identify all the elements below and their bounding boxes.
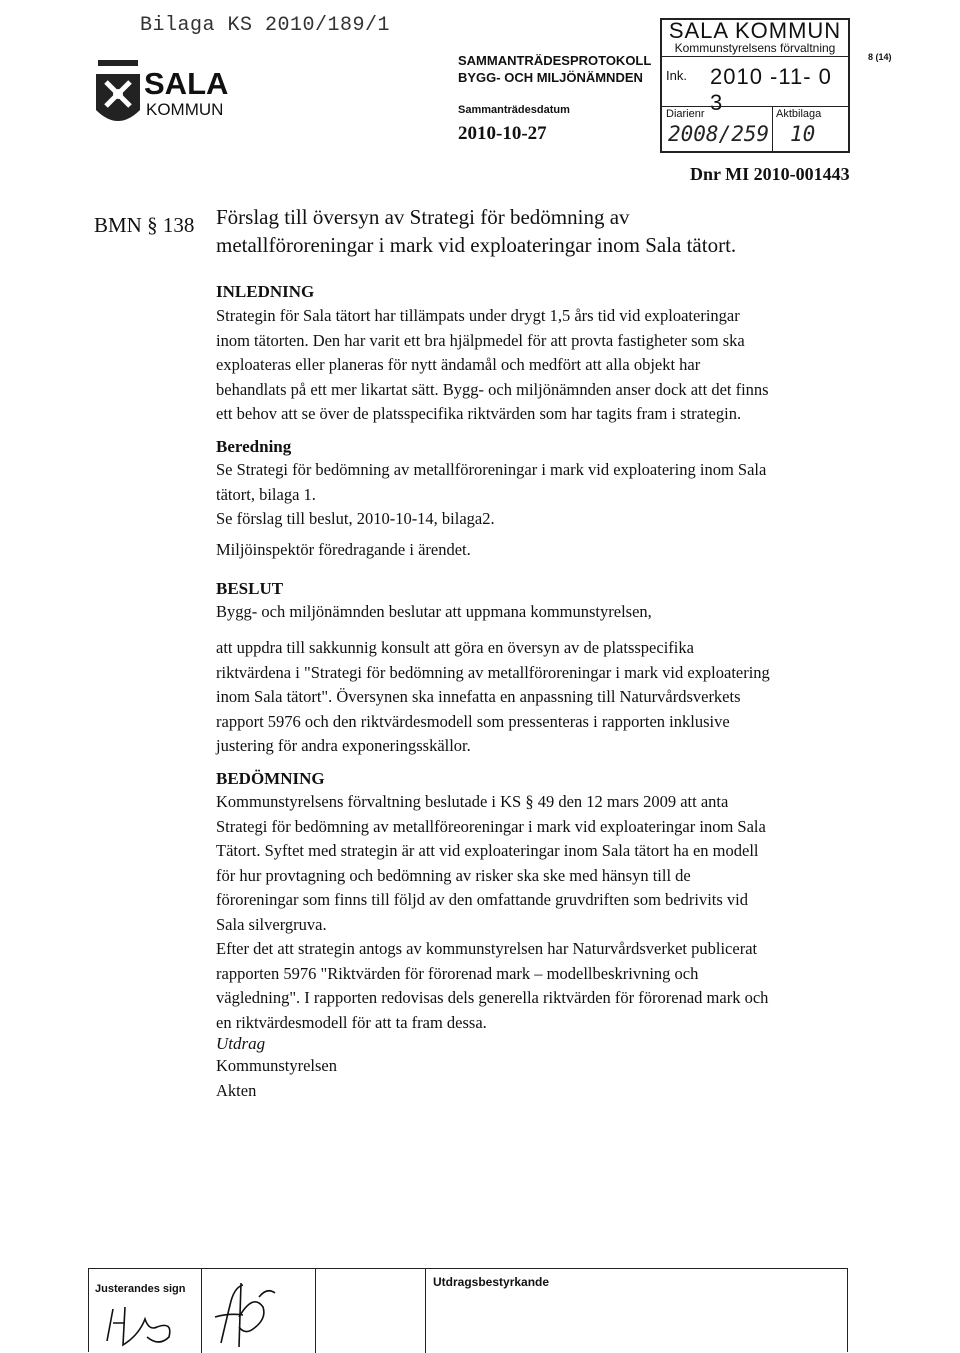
logo-wordmark: SALA: [144, 66, 229, 101]
preparation-heading: Beredning: [216, 437, 292, 456]
paragraph-line: justering för andra exponeringsskällor.: [216, 736, 471, 755]
paragraph-line: tätort, bilaga 1.: [216, 484, 316, 504]
decision-paragraph: [216, 636, 770, 759]
page-number: 8 (14): [868, 52, 892, 62]
paragraph-line: föroreningar som finns till följd av den omfattande gruvdriften som bedrivits vid: [216, 890, 749, 909]
footer-divider: [315, 1269, 316, 1353]
presenter-note: Miljöinspektör föredragande i ärendet.: [216, 540, 471, 559]
section-title-line: Förslag till översyn av Strategi för bedömning av: [216, 205, 630, 229]
meeting-date-label: Sammanträdesdatum: [458, 104, 570, 116]
section-number: BMN § 138: [94, 213, 195, 237]
footer-divider: [201, 1269, 202, 1353]
case-number: Dnr MI 2010-001443: [690, 164, 850, 184]
paragraph-line: exploateras eller planeras för nytt ändamål och medfört att alla objekt har: [216, 355, 701, 374]
paragraph-line: Tätort. Syftet med strategin är att vid exploateringar inom Sala tätort ha en modell: [216, 841, 759, 860]
distribution-recipient: Akten: [216, 1080, 257, 1100]
introduction-paragraph: [216, 304, 769, 427]
stamp-aktbilaga-value: 10: [790, 122, 816, 146]
paragraph-line: vägledning". I rapporten redovisas dels generella riktvärden för förorenad mark och: [216, 988, 769, 1007]
paragraph-line: att uppdra till sakkunnig konsult att göra en översyn av de platsspecifika: [216, 638, 694, 657]
decision-intro: Bygg- och miljönämnden beslutar att uppmana kommunstyrelsen,: [216, 602, 652, 621]
paragraph-line: inom Sala tätort". Översynen ska innefatta en anpassning till Naturvårdsverkets: [216, 687, 741, 706]
stamp-received-label: Ink.: [666, 68, 687, 83]
paragraph-line: riktvärdena i "Strategi för bedömning av metallföroreningar i mark vid exploatering: [216, 662, 770, 682]
municipality-coat-of-arms-icon: [94, 54, 142, 132]
paragraph-line: Strategi för bedömning av metallföreoreningar i mark vid exploateringar inom Sala: [216, 816, 766, 836]
stamp-diarienr-label: Diarienr: [666, 108, 705, 120]
distribution-recipient: Kommunstyrelsen: [216, 1056, 337, 1075]
paragraph-line: Kommunstyrelsens förvaltning beslutade i KS § 49 den 12 mars 2009 att anta: [216, 792, 729, 811]
paragraph-line: rapporten 5976 "Riktvärden för förorenad mark – modellbeskrivning och: [216, 963, 699, 983]
introduction-heading: INLEDNING: [216, 282, 315, 301]
meeting-date: 2010-10-27: [458, 123, 547, 144]
utdragsbestyrkande-label: Utdragsbestyrkande: [433, 1275, 550, 1289]
paragraph-line: behandlats på ett mer likartat sätt. Bygg- och miljönämnden anser dock att det finns: [216, 379, 769, 399]
assessment-paragraph: [216, 790, 768, 1035]
paragraph-line: ett behov att se över de platsspecifika riktvärden som har tagits fram i strategin.: [216, 404, 742, 423]
stamp-aktbilaga-label: Aktbilaga: [776, 108, 822, 120]
paragraph-line: Se förslag till beslut, 2010-10-14, bilaga2.: [216, 509, 495, 528]
paragraph-line: Se Strategi för bedömning av metallföroreningar i mark vid exploatering inom Sala: [216, 460, 767, 479]
signature-footer: [88, 1268, 848, 1352]
signature-mark: [99, 1301, 189, 1351]
stamp-received-date: 2010 -11- 0 3: [710, 64, 832, 115]
stamp-divider: [772, 106, 773, 151]
logo-subtitle: KOMMUN: [146, 100, 224, 119]
protocol-title: SAMMANTRÄDESPROTOKOLL: [458, 53, 652, 68]
distribution-list: [216, 1054, 337, 1103]
stamp-department: Kommunstyrelsens förvaltning: [662, 42, 848, 57]
paragraph-line: för hur provtagning och bedömning av risker ska ske med hänsyn till de: [216, 865, 691, 885]
paragraph-line: en riktvärdesmodell för att ta fram dessa.: [216, 1012, 487, 1032]
paragraph-line: Efter det att strategin antogs av kommunstyrelsen har Naturvårdsverket publicerat: [216, 939, 758, 958]
paragraph-line: Strategin för Sala tätort har tillämpats under drygt 1,5 års tid vid exploateringar: [216, 306, 740, 325]
board-name: BYGG- OCH MILJÖNÄMNDEN: [458, 70, 643, 85]
assessment-heading: BEDÖMNING: [216, 769, 325, 788]
stamp-diarienr-value: 2008/259: [668, 122, 770, 146]
distribution-heading: Utdrag: [216, 1034, 266, 1053]
decision-heading: BESLUT: [216, 579, 284, 598]
section-title-line: metallföroreningar i mark vid exploateringar inom Sala tätort.: [216, 233, 737, 257]
paragraph-line: rapport 5976 och den riktvärdesmodell som pressenteras i rapporten inklusive: [216, 711, 730, 731]
paragraph-line: inom tätorten. Den har varit ett bra hjälpmedel för att provta fastigheter som ska: [216, 330, 745, 350]
stamp-organization: SALA KOMMUN: [668, 18, 842, 43]
justerandes-sign-label: Justerandes sign: [95, 1283, 186, 1295]
attachment-reference: Bilaga KS 2010/189/1: [140, 14, 391, 37]
paragraph-line: Sala silvergruva.: [216, 914, 327, 934]
preparation-paragraph: [216, 458, 766, 532]
received-stamp: [660, 18, 850, 153]
footer-divider: [425, 1269, 426, 1353]
signature-mark: [209, 1277, 309, 1351]
